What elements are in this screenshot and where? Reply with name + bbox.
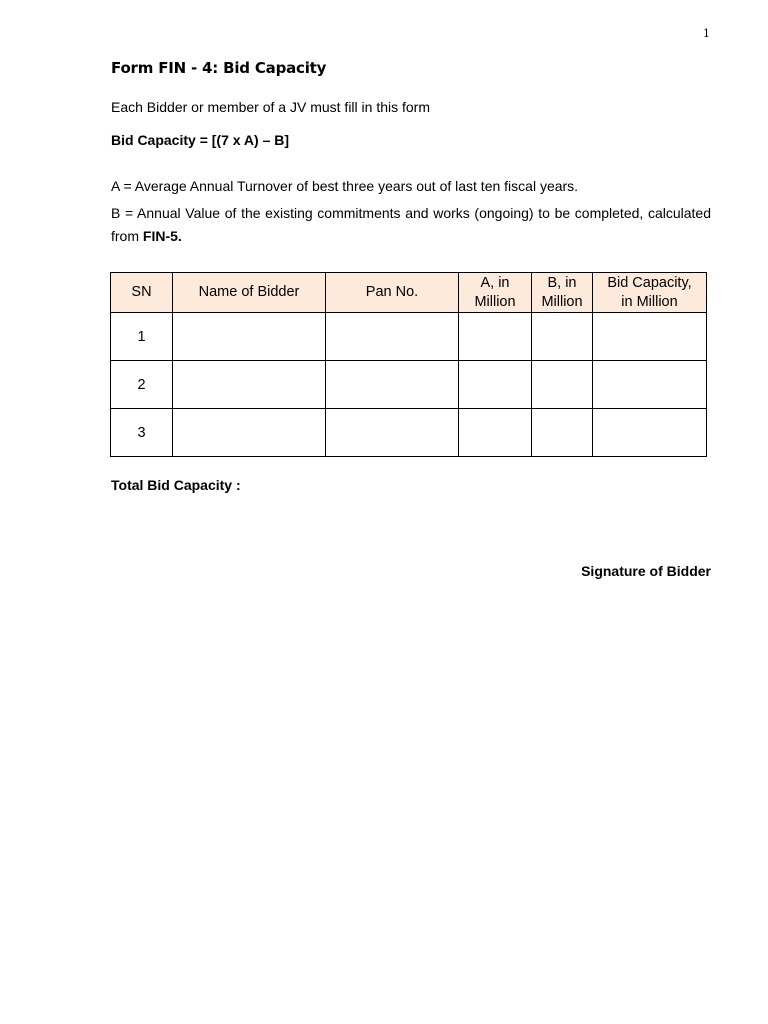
header-a-line2: Million (474, 293, 516, 310)
header-capacity-line1: Bid Capacity, (607, 274, 692, 291)
cell-pan-no[interactable] (326, 361, 459, 409)
form-title: Form FIN - 4: Bid Capacity (111, 59, 327, 77)
definition-a: A = Average Annual Turnover of best three years out of last ten fiscal years. (111, 178, 579, 194)
cell-pan-no[interactable] (326, 409, 459, 457)
cell-name-of-bidder[interactable] (173, 409, 326, 457)
header-sn: SN (111, 273, 173, 313)
cell-b[interactable] (532, 313, 593, 361)
cell-a[interactable] (459, 361, 532, 409)
cell-name-of-bidder[interactable] (173, 361, 326, 409)
cell-bid-capacity[interactable] (593, 409, 707, 457)
header-b-line2: Million (541, 293, 583, 310)
table-row (111, 313, 707, 361)
cell-name-of-bidder[interactable] (173, 313, 326, 361)
definition-b (111, 202, 711, 248)
header-a-in-million (459, 273, 532, 313)
header-bid-capacity (593, 273, 707, 313)
cell-sn: 1 (111, 313, 173, 361)
header-b-line1: B, in (547, 274, 577, 291)
header-pan-no: Pan No. (326, 273, 459, 313)
header-a-line1: A, in (480, 274, 510, 291)
header-capacity-line2: in Million (621, 293, 678, 310)
cell-a[interactable] (459, 409, 532, 457)
page-number: 1 (703, 27, 710, 40)
cell-bid-capacity[interactable] (593, 361, 707, 409)
table-header-row (111, 273, 707, 313)
cell-pan-no[interactable] (326, 313, 459, 361)
signature-label: Signature of Bidder (581, 563, 711, 579)
definition-b-reference: FIN-5. (142, 228, 182, 244)
bid-capacity-table (110, 272, 707, 457)
definition-b-text: B = Annual Value of the existing commitments and works (ongoing) to be completed, calculated from (111, 205, 711, 244)
cell-sn: 3 (111, 409, 173, 457)
table-row (111, 361, 707, 409)
intro-text: Each Bidder or member of a JV must fill in this form (111, 99, 430, 115)
cell-bid-capacity[interactable] (593, 313, 707, 361)
bid-capacity-formula: Bid Capacity = [(7 x A) – B] (111, 132, 290, 148)
cell-b[interactable] (532, 409, 593, 457)
table-row (111, 409, 707, 457)
header-b-in-million (532, 273, 593, 313)
header-name-of-bidder: Name of Bidder (173, 273, 326, 313)
cell-a[interactable] (459, 313, 532, 361)
cell-sn: 2 (111, 361, 173, 409)
total-bid-capacity-label: Total Bid Capacity : (111, 477, 241, 493)
cell-b[interactable] (532, 361, 593, 409)
